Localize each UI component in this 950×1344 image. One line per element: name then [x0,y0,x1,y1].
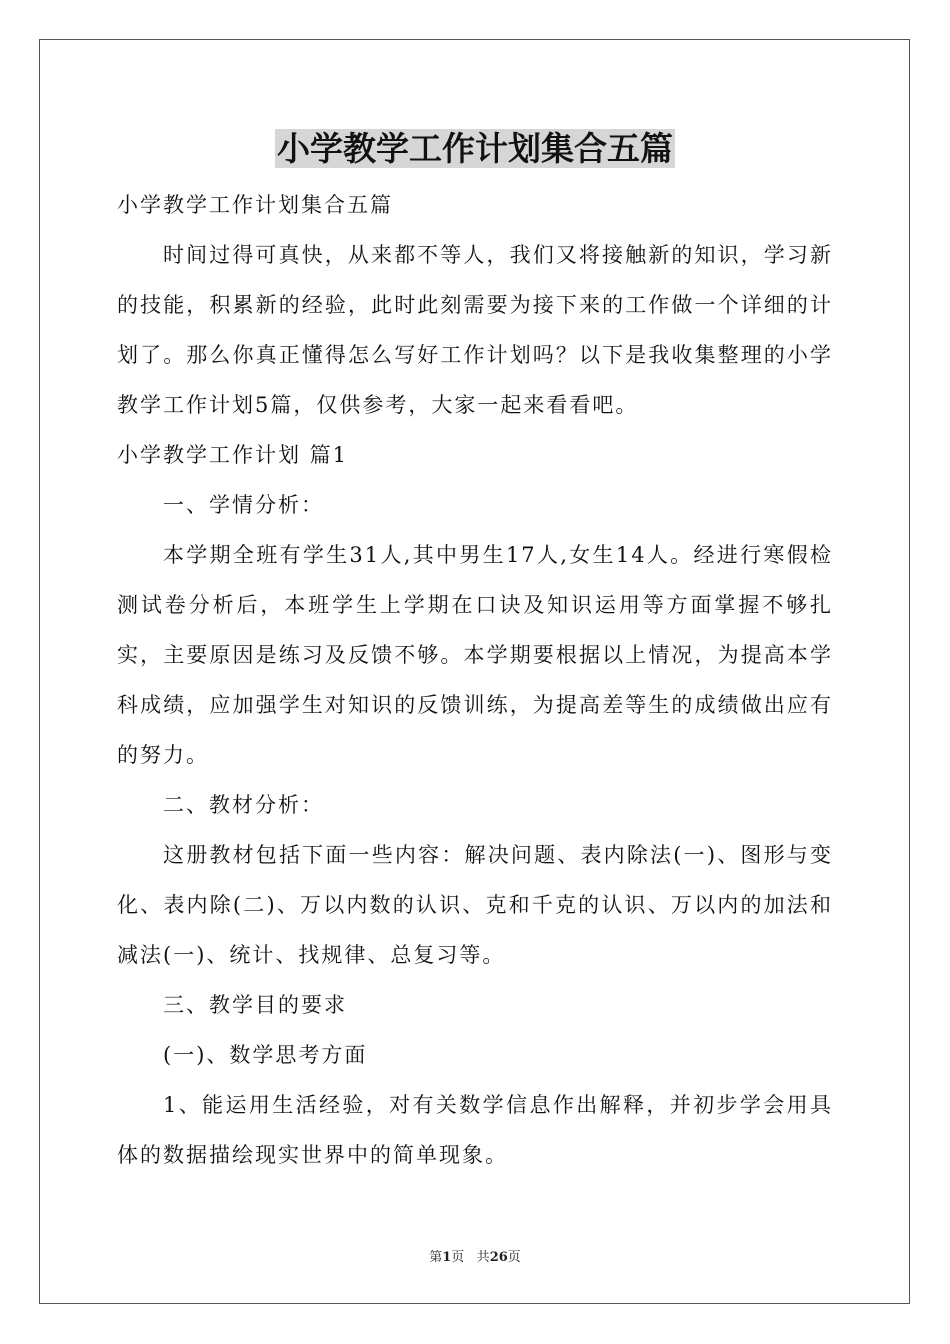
page-footer [0,1246,950,1265]
page-number: 1 [442,1250,452,1265]
document-title [0,126,950,172]
document-title-text: 小学教学工作计划集合五篇 [277,129,673,168]
paragraph: 二、教材分析： [163,793,324,817]
paragraph: 小学教学工作计划集合五篇 [117,193,393,217]
document-body [117,180,833,1180]
paragraph: 小学教学工作计划 篇1 [117,443,349,467]
paragraph: 时间过得可真快，从来都不等人，我们又将接触新的知识，学习新的技能，积累新的经验，此时此刻需要为接下来的工作做一个详细的计划了。那么你真正懂得怎么写好工作计划吗？以下是我收集整理的小学教学工作计划5篇，仅供参考，大家一起来看看吧。 [117,243,833,417]
total-pages: 26 [489,1250,508,1265]
total-pages-prefix: 共 [476,1250,490,1265]
paragraph: 本学期全班有学生31人,其中男生17人,女生14人。经进行寒假检测试卷分析后，本班学生上学期在口诀及知识运用等方面掌握不够扎实，主要原因是练习及反馈不够。本学期要根据以上情况，为提高本学科成绩，应加强学生对知识的反馈训练，为提高差等生的成绩做出应有的努力。 [117,543,833,767]
paragraph: 1、能运用生活经验，对有关数学信息作出解释，并初步学会用具体的数据描绘现实世界中的简单现象。 [117,1093,833,1167]
paragraph: 三、教学目的要求 [163,993,347,1017]
paragraph: 这册教材包括下面一些内容：解决问题、表内除法(一)、图形与变化、表内除(二)、万以内数的认识、克和千克的认识、万以内的加法和减法(一)、统计、找规律、总复习等。 [117,843,833,967]
paragraph: (一)、数学思考方面 [163,1043,368,1067]
paragraph: 一、学情分析： [163,493,324,517]
page-number-prefix: 第 [429,1250,443,1265]
page-number-suffix: 页 [451,1250,465,1265]
total-pages-suffix: 页 [507,1250,521,1265]
